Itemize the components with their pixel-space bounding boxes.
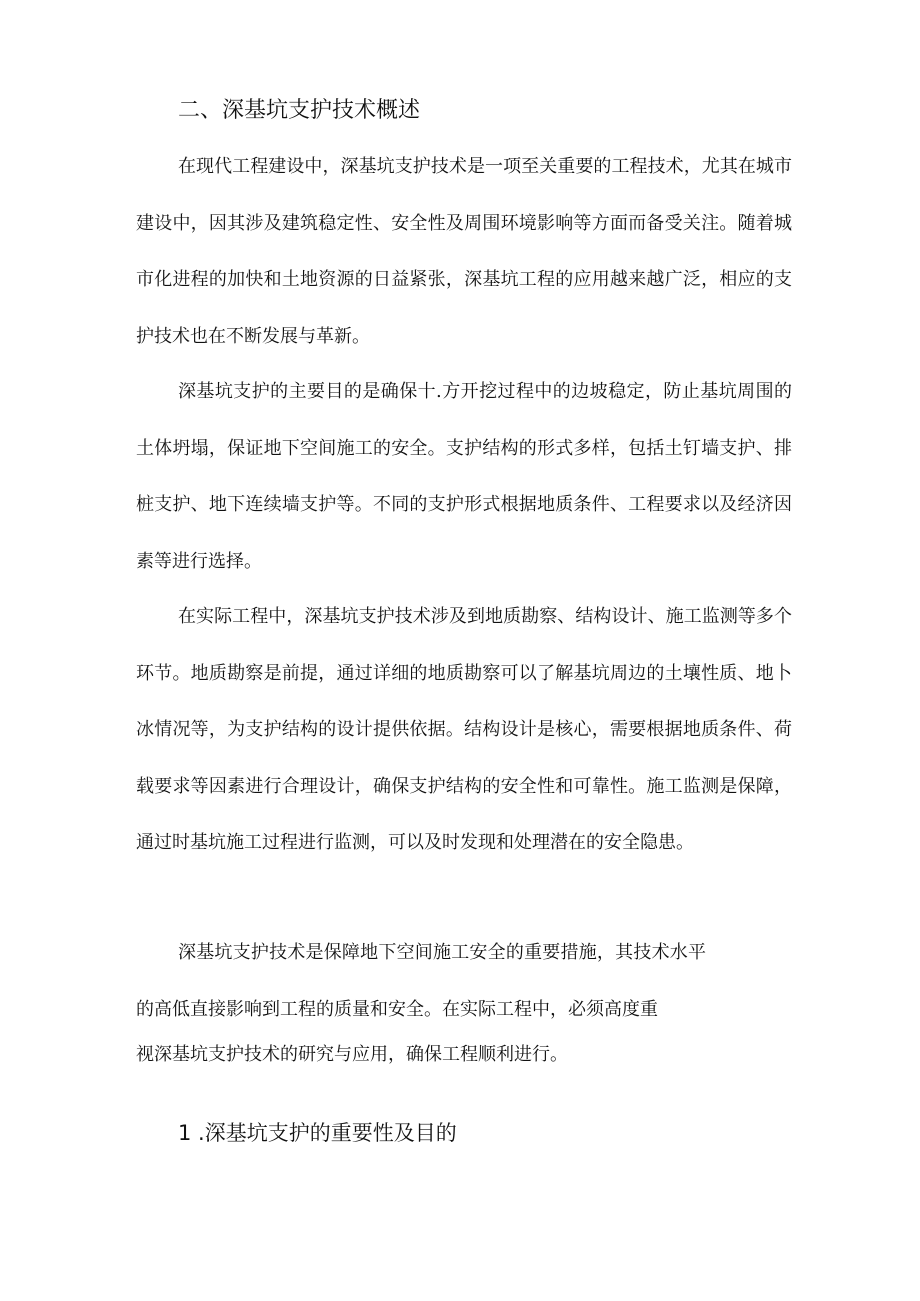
paragraph-process: 在实际工程中，深基坑支护技术涉及到地质勘察、结构设计、施工监测等多个环节。地质勘察是前提，通过详细的地质勘察可以了解基坑周边的土壤性质、地卜冰情况等，为支护结构的设计提供依据。结构设计是核心，需要根据地质条件、荷载要求等因素进行合理设计，确保支护结构的安全性和可靠性。施工监测是保障，通过时基坑施工过程进行监测，可以及时发现和处理潜在的安全隐患。 [136, 606, 792, 853]
paragraph-overview: 在现代工程建设中，深基坑支护技术是一项至关重要的工程技术，尤其在城市建设中，因其涉及建筑稳定性、安全性及周围环境影响等方面而备受关注。随着城市化进程的加快和土地资源的日益紧张，深基坑工程的应用越来越广泛，相应的支护技术也在不断发展与革新。 [136, 156, 792, 347]
subsection-heading: 1 .深基坑支护的重要性及目的 [178, 1121, 457, 1145]
section-heading: 二、深基坑支护技术概述 [178, 98, 421, 123]
paragraph-conclusion-tail: 视深基坑支护技术的研究与应用，确保工程顺利进行。 [136, 1044, 568, 1065]
paragraph-purpose: 深基坑支护的主要目的是确保十.方开挖过程中的边坡稳定，防止基坑周围的土体坍塌，保证地下空间施工的安全。支护结构的形式多样，包括土钉墙支护、排桩支护、地下连续墙支护等。不同的支护形式根据地质条件、工程要求以及经济因素等进行选择。 [136, 381, 792, 572]
paragraph-conclusion: 深基坑支护技术是保障地下空间施工安全的重要措施，其技术水平的高低直接影响到工程的质量和安全。在实际工程中，必须高度重 [136, 942, 706, 1020]
